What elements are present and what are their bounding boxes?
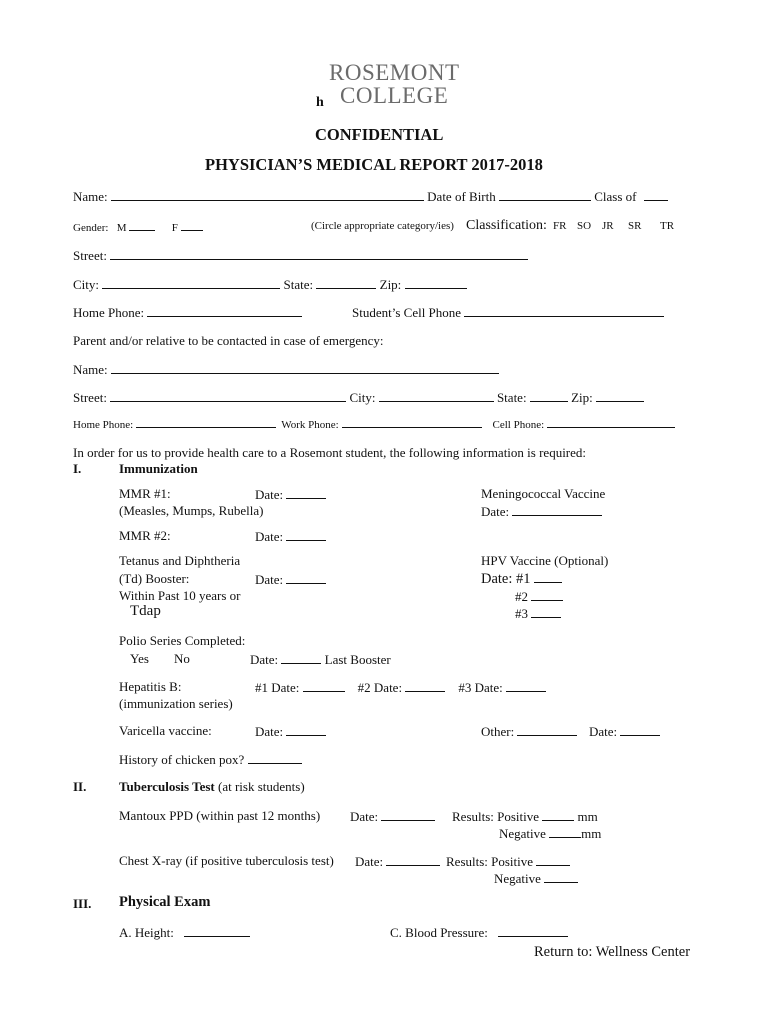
varicella-date-row (255, 724, 326, 738)
emergency-phone-row (73, 418, 675, 431)
polio-date-row (250, 652, 391, 666)
emergency-street-field[interactable] (110, 390, 346, 402)
confidential-heading: CONFIDENTIAL (315, 125, 444, 144)
student-state-label: State: (283, 277, 314, 292)
mmr2-date-label: Date: (255, 529, 284, 544)
blood-pressure-field[interactable] (498, 925, 568, 937)
dob-label: Date of Birth (427, 189, 496, 204)
varicella-label: Varicella vaccine: (119, 723, 212, 738)
student-cell-phone-field[interactable] (464, 305, 664, 317)
hepb-date2-field[interactable] (405, 680, 445, 692)
class-of-label: Class of (594, 189, 637, 204)
logo-rosemont: ROSEMONT (329, 60, 460, 85)
section-2-heading (119, 780, 305, 793)
student-street-label: Street: (73, 248, 107, 263)
other-vaccine-row (481, 724, 577, 738)
gender-m-label: M (116, 222, 127, 234)
section-1-number: I. (73, 461, 82, 476)
mantoux-date-row (350, 809, 435, 823)
tetanus-line1: Tetanus and Diphtheria (119, 553, 241, 568)
emergency-work-phone-label: Work Phone: (281, 419, 339, 431)
section-2-title: Tuberculosis Test (119, 779, 215, 794)
meningococcal-date-label: Date: (481, 504, 510, 519)
logo-mark: h (316, 95, 324, 110)
hepb-date1-field[interactable] (303, 680, 345, 692)
mantoux-negative-unit: mm (581, 826, 602, 841)
emergency-zip-field[interactable] (596, 390, 644, 402)
mmr2-date-field[interactable] (286, 529, 326, 541)
polio-no[interactable]: No (174, 651, 190, 666)
hepb-date2-label: #2 Date: (357, 680, 403, 695)
meningococcal-date-row (481, 504, 602, 518)
gender-m-field[interactable] (129, 221, 155, 231)
emergency-home-phone-label: Home Phone: (73, 419, 134, 431)
other-vaccine-field[interactable] (517, 724, 577, 736)
mantoux-date-label: Date: (350, 809, 379, 824)
xray-positive-field[interactable] (536, 854, 570, 866)
section-3-title: Physical Exam (119, 894, 211, 910)
hpv-label: HPV Vaccine (Optional) (481, 553, 609, 568)
gender-row (73, 221, 203, 234)
section-3-number: III. (73, 896, 92, 911)
mmr1-subtitle: (Measles, Mumps, Rubella) (119, 503, 264, 518)
mantoux-label: Mantoux PPD (within past 12 months) (119, 808, 321, 823)
circle-note: (Circle appropriate category/ies) (311, 220, 454, 232)
emergency-city-field[interactable] (379, 390, 494, 402)
meningococcal-label: Meningococcal Vaccine (481, 486, 606, 501)
emergency-cell-phone-field[interactable] (547, 418, 675, 428)
mmr1-date-field[interactable] (286, 487, 326, 499)
hepb-date3-label: #3 Date: (458, 680, 503, 695)
xray-negative-row (494, 871, 578, 885)
student-name-row (73, 189, 668, 203)
mmr1-label: MMR #1: (119, 486, 171, 501)
emergency-cell-phone-label: Cell Phone: (492, 419, 545, 431)
xray-negative-label: Negative (494, 871, 541, 886)
hpv-dose3-field[interactable] (531, 606, 561, 618)
class-of-field[interactable] (644, 189, 668, 201)
polio-label: Polio Series Completed: (119, 633, 246, 648)
student-cell-phone-label: Student’s Cell Phone (352, 305, 462, 320)
height-row (119, 925, 250, 939)
height-label: A. Height: (119, 925, 174, 940)
emergency-zip-label: Zip: (571, 390, 593, 405)
gender-f-label: F (171, 222, 178, 234)
mantoux-positive-label: Results: Positive (452, 809, 540, 824)
varicella-date-field[interactable] (286, 724, 326, 736)
emergency-home-phone-field[interactable] (136, 418, 276, 428)
student-home-phone-field[interactable] (147, 305, 302, 317)
section-2-note: (at risk students) (218, 779, 305, 794)
classification-so[interactable]: SO (577, 220, 592, 232)
xray-date-label: Date: (355, 854, 384, 869)
emergency-state-field[interactable] (530, 390, 568, 402)
hpv-dose1-field[interactable] (534, 571, 562, 583)
polio-date-label: Date: (250, 652, 279, 667)
emergency-street-label: Street: (73, 390, 107, 405)
gender-label: Gender: (73, 222, 109, 234)
xray-label: Chest X-ray (if positive tuberculosis test) (119, 853, 334, 868)
mantoux-date-field[interactable] (381, 809, 435, 821)
mmr2-label: MMR #2: (119, 528, 171, 543)
classification-sr[interactable]: SR (628, 220, 642, 232)
tetanus-line3: Within Past 10 years or (119, 588, 241, 603)
hepb-subtitle: (immunization series) (119, 696, 233, 711)
emergency-city-label: City: (349, 390, 376, 405)
polio-last-booster-label: Last Booster (324, 652, 391, 667)
hpv-dose1-row (481, 571, 562, 587)
chickenpox-label: History of chicken pox? (119, 752, 245, 767)
hpv-dose2-row (515, 589, 563, 603)
hpv-dose2-label: #2 (515, 589, 528, 604)
page-title: PHYSICIAN’S MEDICAL REPORT 2017-2018 (205, 155, 543, 174)
hpv-dose3-label: #3 (515, 606, 528, 621)
classification-jr[interactable]: JR (602, 220, 614, 232)
hpv-dose1-label: Date: #1 (481, 571, 531, 587)
blood-pressure-label: C. Blood Pressure: (390, 925, 488, 940)
student-home-phone-label: Home Phone: (73, 305, 145, 320)
mantoux-positive-field[interactable] (542, 809, 574, 821)
classification-fr[interactable]: FR (553, 220, 567, 232)
student-city-row (73, 277, 467, 291)
emergency-name-label: Name: (73, 362, 108, 377)
varicella-date-label: Date: (255, 724, 284, 739)
return-to-note: Return to: Wellness Center (534, 944, 691, 960)
intro-text: In order for us to provide health care to a Rosemont student, the following information is required: (73, 445, 587, 460)
emergency-name-field[interactable] (111, 362, 499, 374)
tetanus-date-label: Date: (255, 572, 284, 587)
other-vaccine-label: Other: (481, 724, 515, 739)
student-name-field[interactable] (111, 189, 424, 201)
mantoux-negative-label: Negative (499, 826, 546, 841)
hpv-dose3-row (515, 606, 561, 620)
xray-date-field[interactable] (386, 854, 440, 866)
hpv-dose2-field[interactable] (531, 589, 563, 601)
student-street-field[interactable] (110, 248, 528, 260)
mmr1-date-label: Date: (255, 487, 284, 502)
student-zip-label: Zip: (379, 277, 402, 292)
blood-pressure-row (390, 925, 568, 939)
emergency-address-row (73, 390, 644, 404)
mantoux-negative-field[interactable] (549, 826, 581, 838)
chickenpox-field[interactable] (248, 752, 302, 764)
mantoux-positive-row (452, 809, 598, 823)
student-cell-row (352, 305, 664, 319)
student-name-label: Name: (73, 189, 108, 204)
mmr2-date-row (255, 529, 326, 543)
chickenpox-row (119, 752, 302, 766)
mmr1-date-row (255, 487, 326, 501)
other-date-row (589, 724, 660, 738)
dob-field[interactable] (499, 189, 591, 201)
xray-date-row (355, 854, 440, 868)
student-city-label: City: (73, 277, 100, 292)
mantoux-negative-row (499, 826, 601, 840)
section-1-title: Immunization (119, 461, 198, 476)
section-2-number: II. (73, 779, 87, 794)
xray-positive-row (446, 854, 570, 868)
emergency-intro: Parent and/or relative to be contacted in case of emergency: (73, 333, 384, 348)
height-field[interactable] (184, 925, 250, 937)
hepb-date1-label: #1 Date: (255, 680, 300, 695)
xray-positive-label: Results: Positive (446, 854, 534, 869)
gender-f-field[interactable] (181, 221, 203, 231)
emergency-work-phone-field[interactable] (342, 418, 482, 428)
tetanus-date-row (255, 572, 326, 586)
logo-college: COLLEGE (340, 83, 449, 108)
hepb-dates-row (255, 680, 546, 694)
student-zip-field[interactable] (405, 277, 467, 289)
emergency-state-label: State: (496, 390, 527, 405)
meningococcal-date-field[interactable] (512, 504, 602, 516)
student-city-field[interactable] (102, 277, 280, 289)
polio-date-field[interactable] (281, 652, 321, 664)
classification-label: Classification: (466, 218, 547, 233)
emergency-name-row (73, 362, 499, 376)
tdap-label: Tdap (130, 603, 161, 619)
hepb-date3-field[interactable] (506, 680, 546, 692)
student-state-field[interactable] (316, 277, 376, 289)
other-date-label: Date: (589, 724, 618, 739)
xray-negative-field[interactable] (544, 871, 578, 883)
other-date-field[interactable] (620, 724, 660, 736)
tetanus-date-field[interactable] (286, 572, 326, 584)
student-street-row (73, 248, 528, 262)
tetanus-line2: (Td) Booster: (119, 571, 190, 586)
classification-tr[interactable]: TR (660, 220, 675, 232)
hepb-label: Hepatitis B: (119, 679, 182, 694)
polio-yes[interactable]: Yes (130, 651, 149, 666)
mantoux-positive-unit: mm (577, 809, 598, 824)
student-phone-row (73, 305, 302, 319)
